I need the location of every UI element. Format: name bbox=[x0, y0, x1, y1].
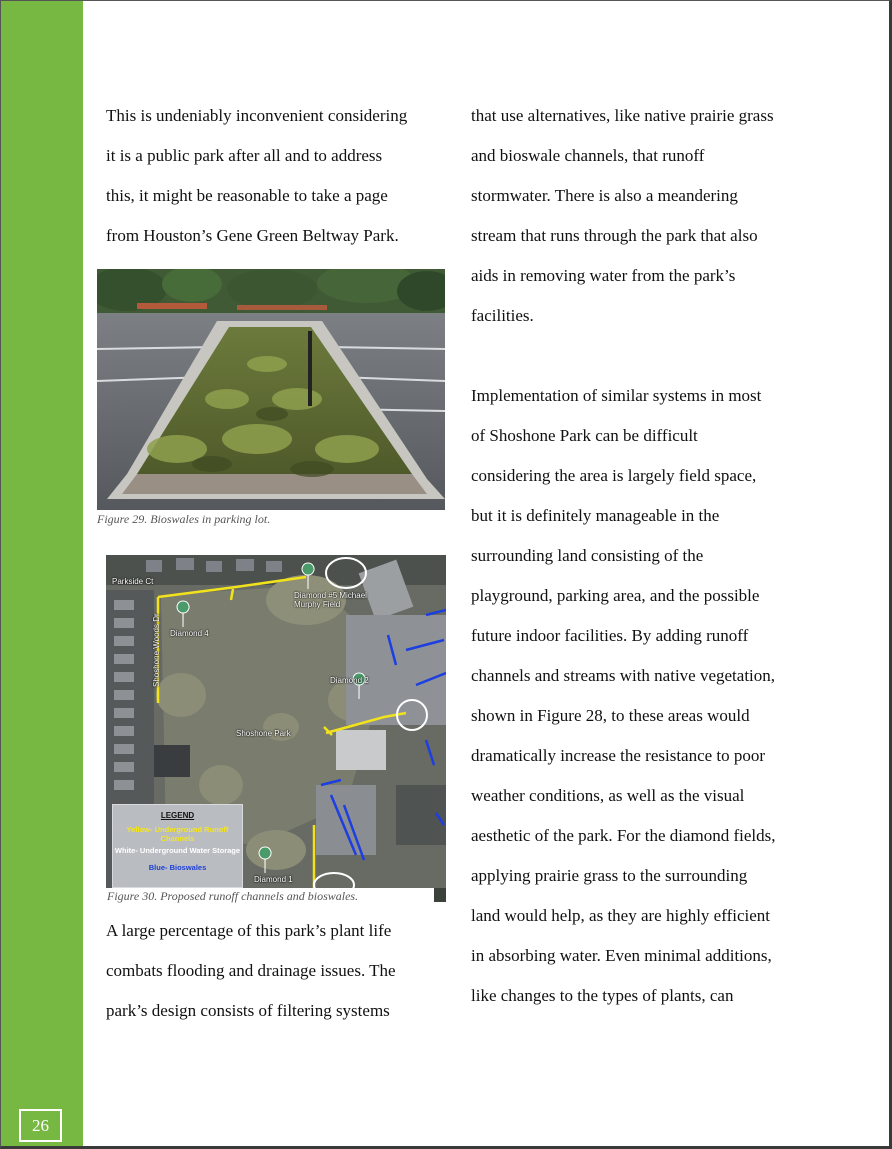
map-legend bbox=[112, 804, 243, 888]
text-line: future indoor facilities. By adding runoff bbox=[471, 626, 749, 645]
right-column-text bbox=[471, 96, 776, 1016]
aerial-map bbox=[106, 555, 446, 888]
text-line: and bioswale channels, that runoff bbox=[471, 146, 705, 165]
text-line: land would help, as they are highly efficient bbox=[471, 906, 770, 925]
text-line: weather conditions, as well as the visual bbox=[471, 786, 745, 805]
text-line: but it is definitely manageable in the bbox=[471, 506, 720, 525]
legend-title: LEGEND bbox=[160, 811, 195, 820]
green-sidebar bbox=[1, 1, 83, 1146]
text-line: applying prairie grass to the surrounding bbox=[471, 866, 748, 885]
left-column-top-text bbox=[106, 96, 407, 256]
map-label-diamond-right: Diamond 2 bbox=[330, 676, 369, 685]
text-line: in absorbing water. Even minimal additions, bbox=[471, 946, 772, 965]
text-line: playground, parking area, and the possible bbox=[471, 586, 760, 605]
paragraph-spacer bbox=[471, 336, 776, 376]
text-line: from Houston’s Gene Green Beltway Park. bbox=[106, 226, 399, 245]
text-line: this, it might be reasonable to take a page bbox=[106, 186, 388, 205]
text-line: aids in removing water from the park’s bbox=[471, 266, 736, 285]
text-line: aesthetic of the park. For the diamond fields, bbox=[471, 826, 776, 845]
map-label-diamond-left: Diamond 4 bbox=[170, 629, 209, 638]
legend-yellow-entry: Yellow- Underground Runoff Channels bbox=[126, 825, 229, 843]
text-line: shown in Figure 28, to these areas would bbox=[471, 706, 750, 725]
text-line: This is undeniably inconvenient considering bbox=[106, 106, 408, 125]
text-line: stream that runs through the park that also bbox=[471, 226, 758, 245]
legend-white-entry: White- Underground Water Storage bbox=[114, 846, 241, 855]
legend-blue-entry: Blue- Bioswales bbox=[148, 863, 207, 872]
text-line: surrounding land consisting of the bbox=[471, 546, 704, 565]
page-number: 26 bbox=[19, 1109, 62, 1142]
bioswale-photo bbox=[97, 269, 445, 510]
text-line: like changes to the types of plants, can bbox=[471, 986, 734, 1005]
text-line: facilities. bbox=[471, 306, 534, 325]
text-line: park’s design consists of filtering systems bbox=[106, 1001, 390, 1020]
text-line: of Shoshone Park can be difficult bbox=[471, 426, 698, 445]
map-label-street-top: Parkside Ct bbox=[112, 577, 154, 586]
text-line: stormwater. There is also a meandering bbox=[471, 186, 738, 205]
text-line: that use alternatives, like native prairie grass bbox=[471, 106, 774, 125]
map-label-street-side: Shoshone Woods Dr bbox=[152, 613, 161, 687]
text-line: A large percentage of this park’s plant life bbox=[106, 921, 392, 940]
map-label-park: Shoshone Park bbox=[236, 729, 291, 738]
text-line: considering the area is largely field space, bbox=[471, 466, 757, 485]
text-line: channels and streams with native vegetation, bbox=[471, 666, 776, 685]
figure-29-caption: Figure 29. Bioswales in parking lot. bbox=[97, 512, 271, 526]
text-line: dramatically increase the resistance to poor bbox=[471, 746, 766, 765]
text-line: Implementation of similar systems in most bbox=[471, 386, 762, 405]
map-corner bbox=[434, 888, 446, 902]
bioswale-photo-image bbox=[97, 269, 445, 510]
left-column-bottom-text bbox=[106, 911, 396, 1031]
figure-30-caption: Figure 30. Proposed runoff channels and bioswales. bbox=[107, 889, 359, 903]
map-label-diamond-top: Diamond #5 Michael Murphy Field bbox=[294, 591, 367, 609]
text-line: combats flooding and drainage issues. The bbox=[106, 961, 396, 980]
map-label-diamond-bottom: Diamond 1 bbox=[254, 875, 293, 884]
text-line: it is a public park after all and to address bbox=[106, 146, 383, 165]
